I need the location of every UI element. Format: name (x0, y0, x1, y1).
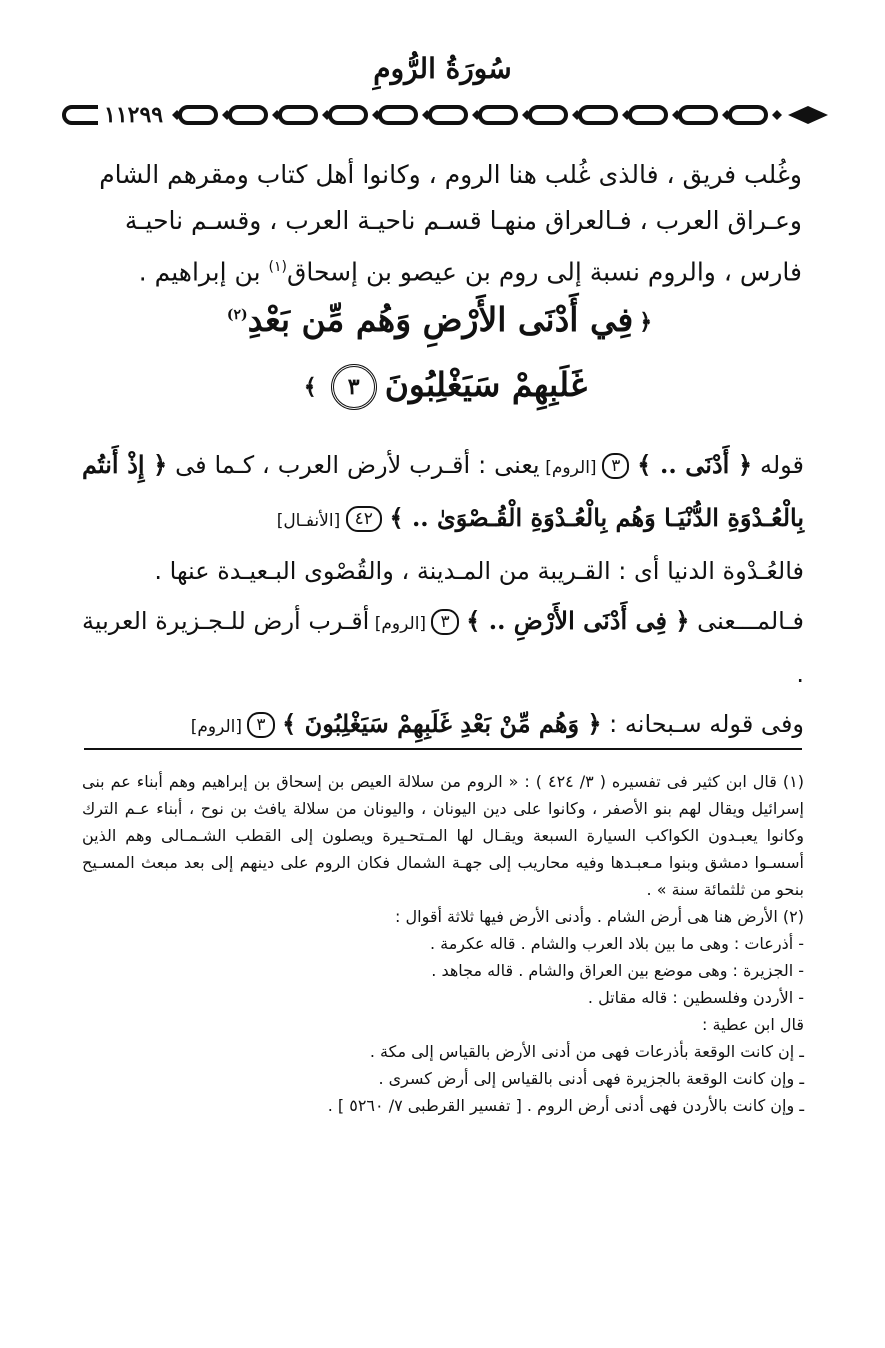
verse-text-1: فِي أَدْنَى الأَرْضِ وَهُم مِّن بَعْدِ (247, 300, 634, 339)
footnote-2-line: ـ وإن كانت الوقعة بالجزيرة فهى أدنى بالقياس إلى أرض كسرى . (378, 1069, 804, 1088)
quran-quote: ﴿ أَدْنَى .. ﴾ (637, 450, 753, 479)
commentary-text: أقـرب أرض للـجـزيرة العربية . (82, 607, 804, 688)
ayah-ref-badge: ٣ (431, 609, 458, 635)
footnote-2-line: ـ إن كانت الوقعة بأذرعات فهى من أدنى الأرض بالقياس إلى مكة . (369, 1042, 804, 1061)
quran-verse-line-1 (0, 300, 885, 339)
surah-title: سُورَةُ الرُّومِ (373, 52, 512, 85)
ayah-ref-badge: ٤٢ (346, 506, 382, 532)
surah-source: [الروم] (369, 614, 432, 634)
ayah-number-marker: ٣ (331, 364, 377, 410)
footnote-2-line: ـ وإن كانت بالأردن فهى أدنى أرض الروم . [ تفسير القرطبى ٧/ ٥٢٦٠ ] . (327, 1096, 804, 1115)
footnote-ref-2: (٢) (226, 307, 248, 323)
commentary-text: وفى قوله سـبحانه : (601, 710, 804, 738)
verse-open-ornament: ﴿ (639, 309, 653, 335)
surah-source: [الروم] (190, 717, 248, 737)
verse-text-2: غَلَبِهِمْ سَيَغْلِبُونَ (384, 365, 588, 404)
footnote-2-line: - الجزيرة : وهى موضع بين العراق والشام . قاله مجاهد . (431, 961, 804, 980)
body-line-3-end: بن إبراهيم . (138, 257, 269, 287)
commentary-text: فـالمـــعنى (689, 607, 805, 635)
footnote-2-line: - أذرعات : وهى ما بين بلاد العرب والشام . قاله عكرمة . (429, 934, 804, 953)
body-line-1: وغُلب فريق ، فالذى غُلب هنا الروم ، وكانوا أهل كتاب ومقرهم الشام (99, 160, 802, 189)
footnote-ref-1: (١) (268, 259, 287, 275)
commentary-text: قوله (752, 451, 804, 479)
intro-paragraph (82, 152, 802, 295)
body-line-2: وعـراق العرب ، فـالعراق منهـا قسـم ناحيـة العرب ، وقسـم ناحيـة (124, 206, 802, 235)
surah-source: [الأنفـال] (276, 511, 346, 531)
commentary-paragraph-1 (82, 440, 804, 546)
surah-source: [الروم] (539, 458, 603, 478)
quran-verse-line-2 (0, 364, 885, 410)
footnote-1: (١) قال ابن كثير فى تفسيره ( ٣/ ٤٢٤ ) : « الروم من سلالة العيص بن إسحاق بن إبراهيم وهم أبناء عم بنى إسرائيل ويقال لهم بنو الأصفر ، وكانوا على دين اليونان ، واليونان من سلالة يافث بن نوح ، أبناء عـم الترك وكانوا يعبـدون الكواكب السيارة السبعة ويقـال لها المـتحـيرة ويصلون إلى القطب الشـمـالى وهم الذين أسسـوا دمشق وبنوا مـعبـدها وفيه محاريب إلى جهـة الشمال فكان الروم على دينهم إلى بعد مبعث المسـيح بنحو من ثلثمائة سنة » . (82, 772, 805, 899)
body-line-3 (82, 244, 802, 295)
quran-quote: ﴿ إِذْ أَنتُم بِالْعُـدْوَةِ الدُّنْيَـا وَهُم بِالْعُـدْوَةِ الْقُـصْوَىٰ .. ﴾ (82, 450, 804, 532)
verse-close-ornament: ﴾ (303, 374, 317, 400)
ayah-ref-badge: ٣ (247, 712, 274, 738)
footnote-divider (84, 748, 802, 750)
commentary-paragraph-4 (82, 699, 804, 752)
quran-quote: ﴿ وَهُم مِّنْ بَعْدِ غَلَبِهِمْ سَيَغْلِبُونَ ﴾ (282, 709, 602, 738)
footnote-2-intro: (٢) الأرض هنا هى أرض الشام . وأدنى الأرض فيها ثلاثة أقوال : (395, 907, 804, 926)
header-chain-ornament (60, 96, 830, 136)
commentary-paragraph-3 (82, 596, 804, 699)
ayah-ref-badge: ٣ (602, 453, 629, 479)
commentary (82, 440, 804, 752)
quran-quote: ﴿ فِى أَدْنَى الأَرْضِ .. ﴾ (466, 606, 690, 635)
page-number: ١١٢٩٩ (98, 102, 169, 128)
commentary-paragraph-2: فالعُـدْوة الدنيا أى : القـريبة من المـدينة ، والقُصْوى البـعيـدة عنها . (154, 557, 804, 585)
commentary-text: يعنى : أقـرب لأرض العرب ، كـما فى (167, 451, 540, 479)
footnote-2-line: قال ابن عطية : (702, 1015, 804, 1034)
footnotes (82, 768, 804, 1119)
footnote-2-line: - الأردن وفلسطين : قاله مقاتل . (587, 988, 804, 1007)
body-line-3-text: فارس ، والروم نسبة إلى روم بن عيصو بن إسحاق (286, 257, 802, 287)
